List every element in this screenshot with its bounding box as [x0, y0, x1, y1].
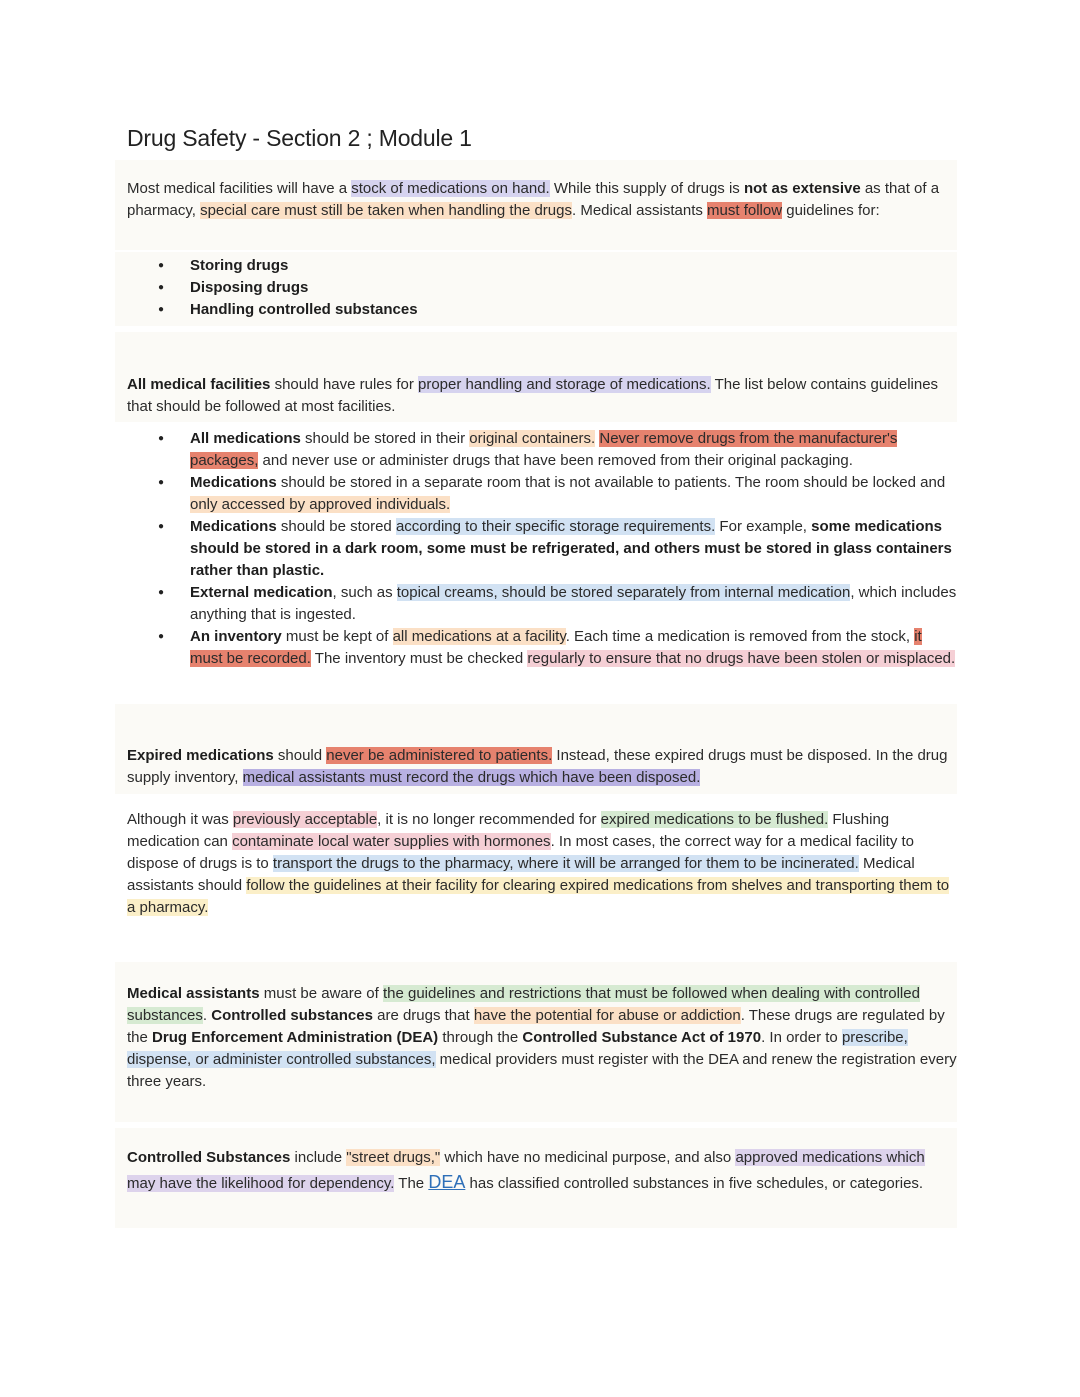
schedules-paragraph [127, 1146, 957, 1196]
highlight: special care must still be taken when handling the drugs [200, 202, 572, 219]
text: . Medical assistants [571, 202, 708, 219]
list-item [127, 277, 957, 299]
text: . In most cases, the correct way for a medical facility to dispose of drugs is to [127, 833, 915, 872]
highlight: must follow [707, 202, 783, 219]
bold-text: some medications should be stored in a dark room, some must be refrigerated, and others must be stored in glass containers rather than plastic. [190, 518, 952, 579]
bold-text: Medications [190, 474, 277, 491]
intro-paragraph [127, 178, 957, 222]
highlight: follow the guidelines at their facility for clearing expired medications from shelves and transporting them to a pharmacy. [127, 877, 950, 916]
highlight: approved medications which may have the likelihood for dependency. [127, 1149, 925, 1192]
expired-paragraph [127, 745, 957, 789]
text: For example, [715, 518, 812, 535]
list-item [127, 428, 957, 472]
highlight: only accessed by approved individuals. [190, 496, 451, 513]
highlight: the guidelines and restrictions that must be followed when dealing with controlled substances [127, 985, 920, 1024]
text: . In order to [761, 1029, 842, 1046]
bold-text: Controlled Substance Act of 1970 [522, 1029, 762, 1046]
list-item-label: Storing drugs [190, 257, 289, 274]
bold-text: All medical facilities [127, 376, 271, 393]
highlight: contaminate local water supplies with hormones [232, 833, 551, 850]
text: must be kept of [281, 628, 393, 645]
text: . Each time a medication is removed from the stock, [565, 628, 915, 645]
highlight: all medications at a facility [392, 628, 566, 645]
text: should be stored in their [300, 430, 470, 447]
highlight: according to their specific storage requirements. [395, 518, 716, 535]
list-item [127, 255, 957, 277]
highlight: Never remove drugs from the manufacturer's packages, [190, 430, 898, 469]
highlight: stock of medications on hand. [351, 180, 550, 197]
list-item-label: Disposing drugs [190, 279, 309, 296]
storage-guideline-list [127, 428, 957, 670]
text: medical providers must register with the DEA and renew the registration every three years. [127, 1051, 957, 1090]
text: should be stored in a separate room that is not available to patients. The room should be locked and [276, 474, 946, 491]
highlight: topical creams, should be stored separately from internal medication [396, 584, 851, 601]
highlight: medical assistants must record the drugs which have been disposed. [242, 769, 701, 786]
text: , it is no longer recommended for [377, 811, 601, 828]
highlight: prescribe, dispense, or administer controlled substances, [127, 1029, 908, 1068]
text: Most medical facilities will have a [127, 180, 352, 197]
highlight: previously acceptable [232, 811, 378, 828]
highlight: regularly to ensure that no drugs have been stolen or misplaced. [527, 650, 956, 667]
text: has classified controlled substances in five schedules, or categories. [465, 1175, 924, 1192]
text: The inventory must be checked [310, 650, 528, 667]
text: Instead, these expired drugs must be disposed. In the drug supply inventory, [127, 747, 948, 786]
bold-text: Drug Enforcement Administration (DEA) [152, 1029, 439, 1046]
list-item [127, 472, 957, 516]
highlight: have the potential for abuse or addiction [473, 1007, 741, 1024]
list-item [127, 299, 957, 321]
text: as that of a pharmacy, [127, 180, 940, 219]
list-item [127, 516, 957, 582]
text: include [290, 1149, 347, 1166]
text: are drugs that [372, 1007, 474, 1024]
bold-text: Medications [190, 518, 277, 535]
page-title: Drug Safety - Section 2 ; Module 1 [127, 125, 472, 151]
text: . [202, 1007, 212, 1024]
highlight: it must be recorded. [190, 628, 922, 667]
text: and never use or administer drugs that have been removed from their original packaging. [258, 452, 853, 469]
storage-paragraph [127, 374, 957, 418]
highlight: "street drugs," [346, 1149, 441, 1166]
text: Although it was [127, 811, 233, 828]
text: The list below contains guidelines that should be followed at most facilities. [127, 376, 939, 415]
highlight: never be administered to patients. [326, 747, 553, 764]
controlled-paragraph [127, 983, 957, 1093]
highlight: transport the drugs to the pharmacy, where it will be arranged for them to be incinerated. [272, 855, 859, 872]
bold-text: External medication [190, 584, 333, 601]
text: must be aware of [259, 985, 383, 1002]
bold-text: Controlled Substances [127, 1149, 291, 1166]
highlight: proper handling and storage of medications. [418, 376, 711, 393]
highlight: original containers. [469, 430, 596, 447]
text: Flushing medication can [127, 811, 890, 850]
text: The [394, 1175, 429, 1192]
list-item [127, 582, 957, 626]
bold-text: Controlled substances [211, 1007, 373, 1024]
bold-text: not as extensive [743, 180, 861, 197]
bold-text: All medications [190, 430, 301, 447]
text: should have rules for [270, 376, 418, 393]
list-item-label: Handling controlled substances [190, 301, 418, 318]
text: , such as [332, 584, 397, 601]
text: , which includes anything that is ingested. [190, 584, 957, 623]
text: . These drugs are regulated by the [127, 1007, 945, 1046]
text: Medical assistants should [127, 855, 915, 894]
text: While this supply of drugs is [549, 180, 744, 197]
bold-text: Expired medications [127, 747, 274, 764]
text: which have no medicinal purpose, and also [440, 1149, 736, 1166]
text: should be stored [276, 518, 396, 535]
bold-text: Medical assistants [127, 985, 260, 1002]
text: should [273, 747, 327, 764]
dea-link[interactable]: DEA [428, 1172, 466, 1192]
text: through the [438, 1029, 523, 1046]
flush-paragraph [127, 809, 957, 919]
list-item [127, 626, 957, 670]
highlight: expired medications to be flushed. [600, 811, 829, 828]
text: guidelines for: [782, 202, 880, 219]
intro-guideline-list [127, 255, 957, 321]
bold-text: An inventory [190, 628, 282, 645]
